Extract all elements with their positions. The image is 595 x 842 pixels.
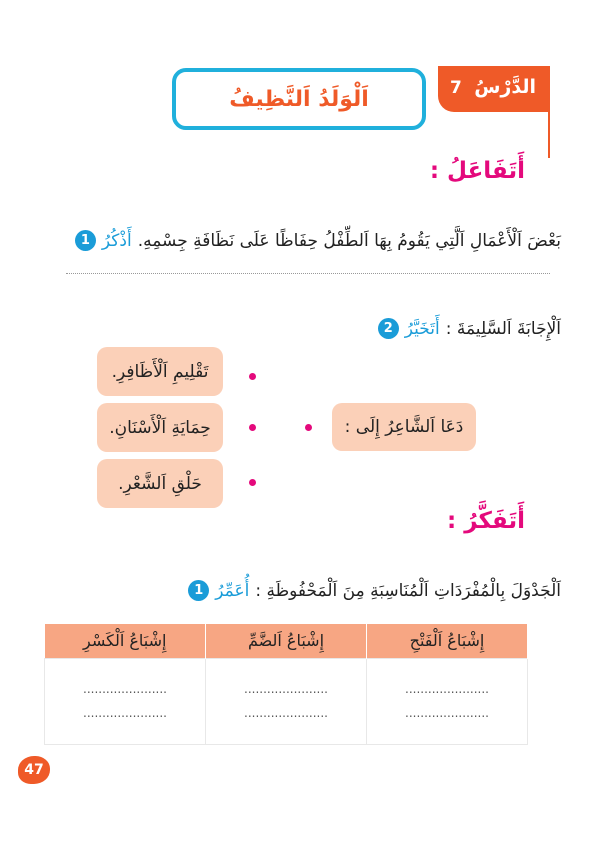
header-damma: إِشْبَاعُ اَلضَّمِّ <box>206 624 367 658</box>
vocabulary-table <box>44 624 528 745</box>
blank-line[interactable]: ...................... <box>244 706 328 720</box>
question-number-badge: 2 <box>378 318 399 339</box>
question-text: اَلْجَدْوَلَ بِالْمُفْرَدَاتِ اَلْمُنَاسِبَةِ مِنَ اَلْمَحْفُوظَةِ : <box>255 580 561 601</box>
option-label: حِمَايَةِ اَلْأَسْنَانِ. <box>109 417 211 438</box>
table-row <box>45 658 528 744</box>
question-3 <box>188 580 561 601</box>
question-stem-box <box>332 403 476 451</box>
header-fatha: إِشْبَاعُ اَلْفَتْحِ <box>367 624 528 658</box>
question-text: بَعْضَ اَلْأَعْمَالِ اَلَّتِي يَقُومُ بِهَا اَلطِّفْلُ حِفَاظًا عَلَى نَظَافَةِ جِسْمِهِ. <box>137 230 561 251</box>
question-verb: أُعَمِّرُ <box>215 580 250 601</box>
section-heading-interact: أَتَفَاعَلُ : <box>429 158 525 184</box>
blank-line[interactable]: ...................... <box>83 682 167 696</box>
option-dot[interactable] <box>249 479 256 486</box>
page-number: 47 <box>18 756 50 784</box>
answer-line[interactable] <box>66 273 550 274</box>
option-label: تَقْلِيمِ اَلْأَظَافِرِ. <box>111 361 209 382</box>
blank-line[interactable]: ...................... <box>405 682 489 696</box>
lesson-title-box <box>172 68 426 130</box>
stem-label: دَعَا اَلشَّاعِرُ إِلَى : <box>344 417 464 437</box>
lesson-number: 7 <box>450 78 462 98</box>
lesson-tab <box>438 66 550 112</box>
question-verb: أَذْكُرُ <box>101 230 132 251</box>
option-dot[interactable] <box>249 424 256 431</box>
option-shave-hair[interactable] <box>97 459 223 508</box>
section-heading-reflect: أَتَفَكَّرُ : <box>447 508 525 534</box>
question-number-badge: 1 <box>75 230 96 251</box>
blank-line[interactable]: ...................... <box>83 706 167 720</box>
table-header-row <box>45 624 528 658</box>
cell-damma[interactable] <box>206 658 367 744</box>
lesson-title: اَلْوَلَدُ اَلنَّظِيفُ <box>229 86 369 112</box>
option-label: حَلْقِ اَلشَّعْرِ. <box>118 473 202 494</box>
question-text: اَلْإِجَابَةَ اَلسَّلِيمَةَ : <box>445 318 561 339</box>
option-dot[interactable] <box>249 373 256 380</box>
question-number-badge: 1 <box>188 580 209 601</box>
option-trim-nails[interactable] <box>97 347 223 396</box>
header-kasra: إِشْبَاعُ اَلْكَسْرِ <box>45 624 206 658</box>
cell-kasra[interactable] <box>45 658 206 744</box>
question-2 <box>378 318 561 339</box>
cell-fatha[interactable] <box>367 658 528 744</box>
lesson-label: الدَّرْسُ <box>474 76 536 98</box>
stem-dot[interactable] <box>305 424 312 431</box>
option-protect-teeth[interactable] <box>97 403 223 452</box>
blank-line[interactable]: ...................... <box>244 682 328 696</box>
blank-line[interactable]: ...................... <box>405 706 489 720</box>
question-verb: أَتَخَيَّرُ <box>404 318 440 339</box>
question-1 <box>75 230 561 251</box>
